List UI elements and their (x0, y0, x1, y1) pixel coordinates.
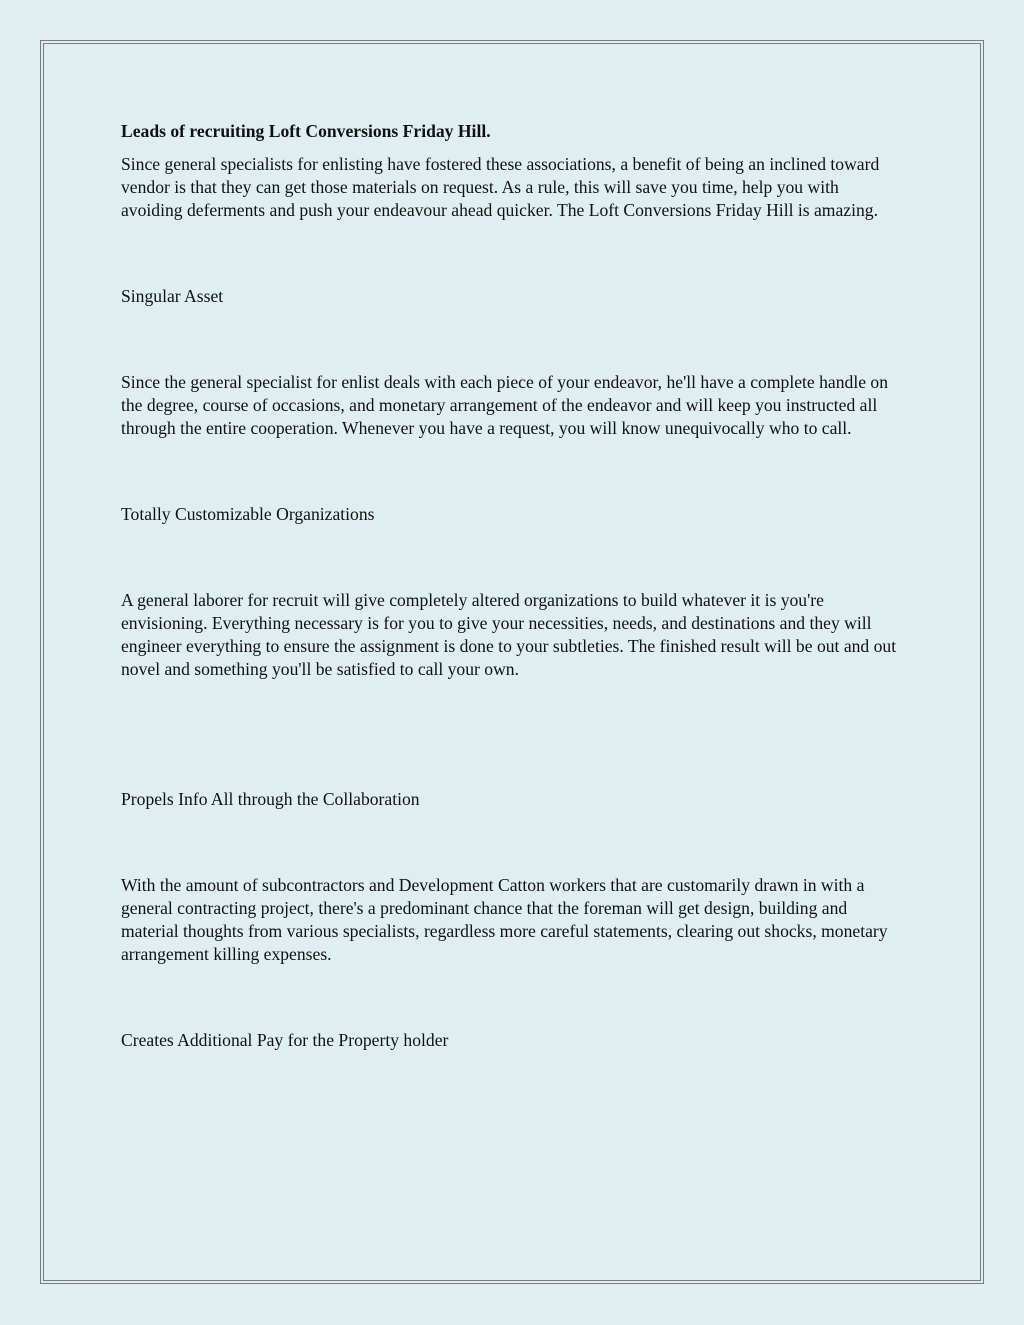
section-heading-singular-asset: Singular Asset (121, 286, 224, 306)
section-paragraph-customizable: A general laborer for recruit will give completely altered organizations to build whatever it is you're envisioning. Everything necessary is for you to give your necessities, needs, and destinations and they will engineer everything to ensure the assignment is done to your subtleties. The finished result will be out and out novel and something you'll be satisfied to call your own. (121, 590, 897, 679)
intro-paragraph: Since general specialists for enlisting have fostered these associations, a benefit of being an inclined toward vendor is that they can get those materials on request. As a rule, this will save you time, help you with avoiding deferments and push your endeavour ahead quicker. The Loft Conversions Friday Hill is amazing. (121, 154, 880, 220)
section-paragraph-collaboration: With the amount of subcontractors and Development Catton workers that are customarily drawn in with a general contracting project, there's a predominant chance that the foreman will get design, building and material thoughts from various specialists, regardless more careful statements, clearing out shocks, monetary arrangement killing expenses. (121, 875, 888, 964)
document-body (121, 120, 901, 1052)
section-heading-customizable: Totally Customizable Organizations (121, 504, 375, 524)
section-heading-collaboration: Propels Info All through the Collaboration (121, 789, 420, 809)
document-title: Leads of recruiting Loft Conversions Friday Hill. (121, 121, 491, 141)
section-heading-additional-pay: Creates Additional Pay for the Property holder (121, 1030, 449, 1050)
section-paragraph-singular-asset: Since the general specialist for enlist deals with each piece of your endeavor, he'll have a complete handle on the degree, course of occasions, and monetary arrangement of the endeavor and will keep you instructed all through the entire cooperation. Whenever you have a request, you will know unequivocally who to call. (121, 372, 889, 438)
